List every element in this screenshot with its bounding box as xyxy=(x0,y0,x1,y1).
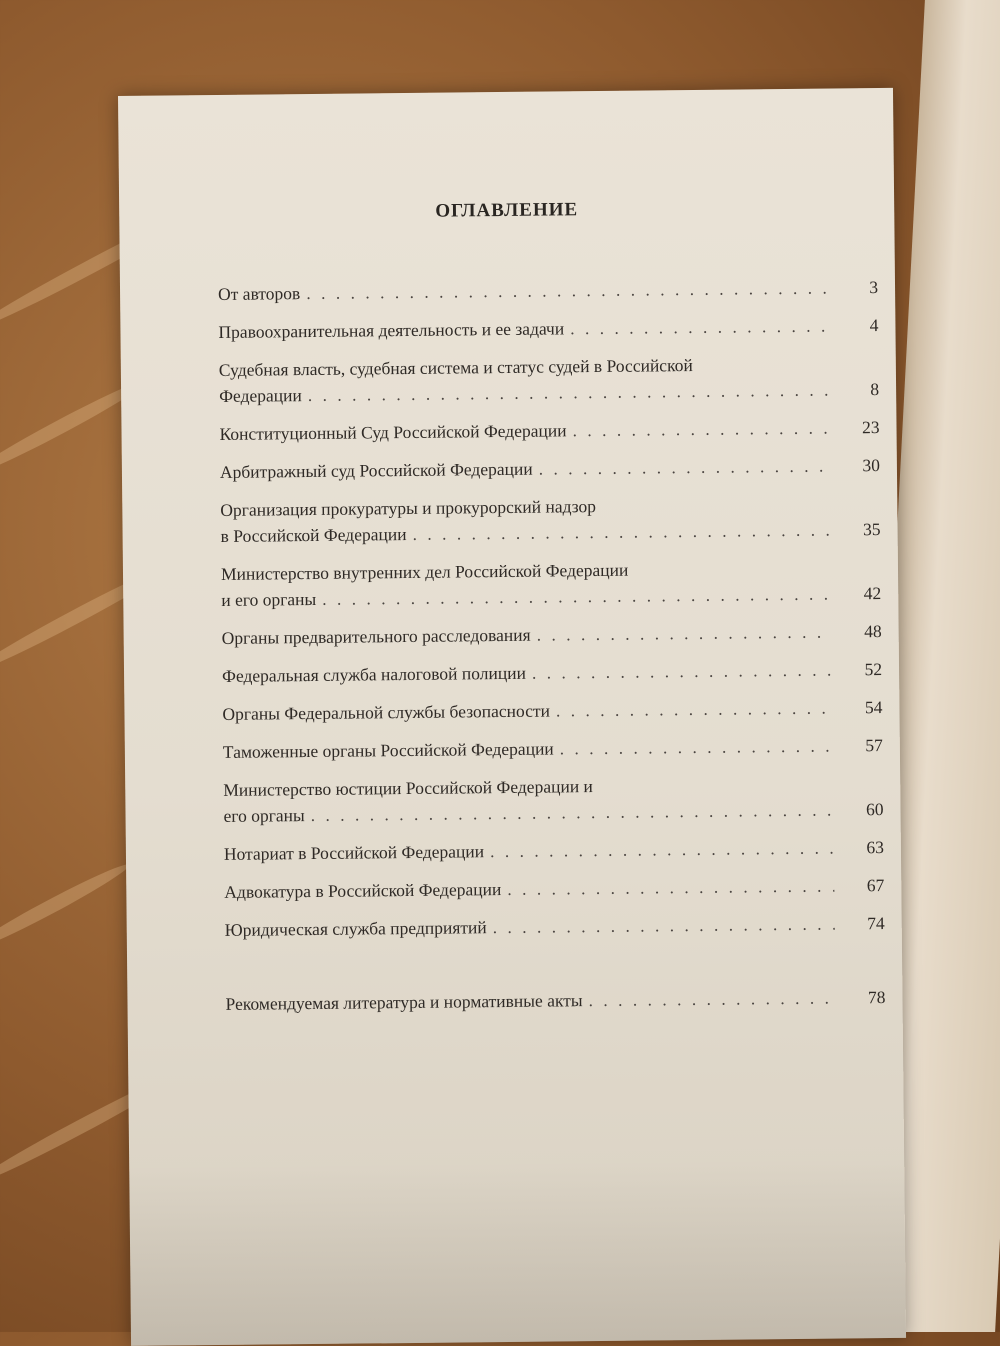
toc-entry-title: в Российской Федерации xyxy=(220,524,407,546)
toc-entry xyxy=(225,984,885,1017)
dot-leader xyxy=(487,911,835,941)
toc-entry-title: Адвокатура в Российской Федерации xyxy=(224,879,502,902)
toc-entry-title: Нотариат в Российской Федерации xyxy=(223,841,485,864)
dot-leader xyxy=(526,657,832,686)
dot-leader xyxy=(564,313,829,342)
toc-page-number: 3 xyxy=(869,277,879,298)
dot-leader xyxy=(530,619,831,648)
toc-entry xyxy=(218,274,878,307)
toc-page-number: 60 xyxy=(865,799,884,820)
dot-leader xyxy=(484,835,834,865)
dot-leader xyxy=(554,733,833,762)
toc-entry-title: Таможенные органы Российской Федерации xyxy=(222,738,554,762)
dot-leader xyxy=(302,377,830,409)
dot-leader xyxy=(501,873,834,902)
toc-entry-title-line: Министерство внутренних дел Российской Федерации xyxy=(220,559,629,584)
toc-entry-title: Арбитражный суд Российской Федерации xyxy=(219,458,533,482)
toc-page-number: 23 xyxy=(861,417,880,438)
toc-entry-title: Правоохранительная деятельность и ее задачи xyxy=(218,318,565,342)
toc-page-number: 57 xyxy=(865,735,883,756)
dot-leader xyxy=(550,695,833,724)
toc-page-number: 8 xyxy=(870,379,880,400)
toc-entry xyxy=(224,834,884,867)
dot-leader xyxy=(316,581,831,612)
toc-entry-title: и его органы xyxy=(221,588,317,610)
toc-entry xyxy=(219,350,880,409)
toc-entry xyxy=(224,872,884,905)
toc-page-number: 63 xyxy=(866,837,885,858)
book-page xyxy=(118,88,906,1346)
toc-entry xyxy=(223,732,883,765)
dot-leader xyxy=(305,797,834,829)
toc-page-number: 74 xyxy=(867,913,885,934)
toc-entry-title: Федерации xyxy=(219,385,302,406)
dot-leader xyxy=(533,453,831,482)
toc-page-number: 78 xyxy=(867,987,886,1008)
toc-page-number: 35 xyxy=(862,519,881,540)
dot-leader xyxy=(406,517,830,547)
toc-entry xyxy=(220,452,880,485)
toc-entry-title-line: Организация прокуратуры и прокурорский надзор xyxy=(220,496,597,520)
toc-entry xyxy=(221,554,882,613)
toc-entry xyxy=(222,694,882,727)
toc-page-number: 52 xyxy=(864,659,883,680)
toc-entry xyxy=(223,770,884,829)
toc-entry-title-line: Министерство юстиции Российской Федерации и xyxy=(223,776,593,800)
toc-entry-title: его органы xyxy=(223,805,305,826)
toc-page-number: 4 xyxy=(869,315,879,336)
toc-entry-title: От авторов xyxy=(217,283,301,304)
toc-page-number: 30 xyxy=(862,455,881,476)
dot-leader xyxy=(566,415,829,444)
toc-entry-title: Конституционный Суд Российской Федерации xyxy=(219,420,567,444)
toc-list xyxy=(218,274,886,1029)
toc-heading: ОГЛАВЛЕНИЕ xyxy=(435,199,579,222)
toc-entry xyxy=(220,490,881,549)
toc-entry-title: Органы предварительного расследования xyxy=(221,624,531,648)
toc-entry-title: Федеральная служба налоговой полиции xyxy=(221,662,527,686)
toc-page-number: 48 xyxy=(864,621,882,642)
toc-entry-title: Рекомендуемая литература и нормативные акты xyxy=(225,990,583,1014)
toc-page-number: 67 xyxy=(866,875,885,896)
toc-entry xyxy=(218,312,878,345)
wood-grain xyxy=(0,859,133,956)
toc-page-number: 54 xyxy=(864,697,883,718)
toc-entry-title: Юридическая служба предприятий xyxy=(224,917,487,940)
toc-page-number: 42 xyxy=(863,583,882,604)
toc-entry xyxy=(222,618,882,651)
page-shadow xyxy=(129,1158,906,1346)
dot-leader xyxy=(300,275,828,307)
toc-entry xyxy=(219,414,879,447)
toc-entry xyxy=(225,910,885,943)
dot-leader xyxy=(582,985,835,1014)
toc-entry-title: Органы Федеральной службы безопасности xyxy=(222,700,551,724)
toc-entry xyxy=(222,656,882,689)
toc-entry-title-line: Судебная власть, судебная система и статус судей в Российской xyxy=(218,354,693,380)
